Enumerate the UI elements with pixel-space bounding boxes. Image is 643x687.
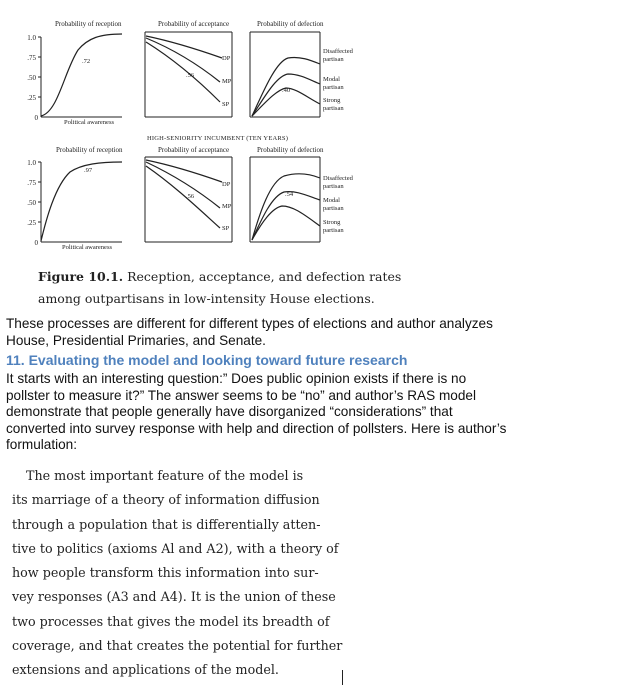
row1-reception-title: Probability of reception	[55, 20, 122, 28]
row2-legend-modal: Modal	[323, 197, 340, 204]
figure-10-1	[0, 0, 643, 262]
row1-acceptance-title: Probability of acceptance	[158, 20, 230, 28]
quote-line: its marriage of a theory of information diffusion	[12, 492, 320, 508]
row2-legend-disaffected-2: partisan	[323, 183, 344, 190]
caption-line-2: among outpartisans in low-intensity House elections.	[38, 291, 375, 306]
figure-plots	[0, 0, 643, 262]
row1-reception-plot	[38, 34, 122, 117]
quote-line: The most important feature of the model is	[26, 468, 304, 483]
quote-line: tive to politics (axioms Al and A2), with a theory of	[12, 540, 339, 556]
row1-reception-value: .72	[82, 58, 91, 65]
row1-legend-disaffected: Disaffected	[323, 48, 353, 55]
row1-dp-label: DP	[222, 55, 231, 62]
row1-ytick-0: 0	[34, 114, 38, 122]
row1-x-axis-label: Political awareness	[64, 119, 114, 126]
row2-legend-disaffected: Disaffected	[323, 175, 353, 182]
row2-sp-label: SP	[222, 225, 230, 232]
row2-legend-strong-2: partisan	[323, 227, 344, 234]
p2-line-5: formulation:	[6, 437, 78, 453]
row1-legend-modal: Modal	[323, 76, 340, 83]
row2-mp-label: MP	[222, 203, 232, 210]
row1-mp-label: MP	[222, 78, 232, 85]
quote-line: extensions and applications of the model.	[12, 662, 279, 678]
row1-ytick-075: .75	[27, 54, 36, 62]
row1-legend-modal-2: partisan	[323, 84, 344, 91]
row2-legend-modal-2: partisan	[323, 205, 344, 212]
block-quote	[12, 464, 342, 683]
row2-defection-plot	[250, 157, 320, 242]
figure-caption	[38, 266, 458, 310]
row1-legend-disaffected-2: partisan	[323, 56, 344, 63]
row1-legend-strong: Strong	[323, 97, 341, 104]
row2-defection-title: Probability of defection	[257, 146, 324, 154]
row2-acceptance-title: Probability of acceptance	[158, 146, 230, 154]
section-heading: 11. Evaluating the model and looking toward future research	[6, 352, 408, 368]
p1-line-2: House, Presidential Primaries, and Senate.	[6, 332, 266, 348]
quote-line: how people transform this information into sur-	[12, 565, 319, 581]
row1-defection-value: .40	[282, 87, 291, 94]
quote-line: through a population that is differentially atten-	[12, 516, 321, 532]
p2-line-1: It starts with an interesting question:” Does public opinion exists if there is no	[6, 371, 467, 386]
row1-ytick-1: 1.0	[27, 34, 36, 42]
row1-ytick-050: .50	[27, 74, 36, 82]
row2-x-axis-label: Political awareness	[62, 244, 112, 251]
row1-acceptance-value: .56	[186, 72, 195, 79]
paragraph-1	[6, 316, 636, 349]
row1-ytick-025: .25	[27, 94, 36, 102]
row1-defection-plot	[250, 32, 320, 117]
row2-dp-label: DP	[222, 181, 231, 188]
row2-ytick-0: 0	[34, 239, 38, 247]
row2-defection-value: .54	[285, 191, 294, 198]
row1-legend-strong-2: partisan	[323, 105, 344, 112]
row2-ytick-075: .75	[27, 179, 36, 187]
p1-line-1: These processes are different for different types of elections and author analyzes	[6, 316, 493, 331]
p2-line-2: pollster to measure it?” The answer seems to be “no” and author’s RAS model	[6, 387, 476, 403]
row2-title: HIGH-SENIORITY INCUMBENT (TEN YEARS)	[147, 135, 289, 142]
quote-line: coverage, and that creates the potential for further	[12, 638, 343, 654]
caption-text-1: Reception, acceptance, and defection rates	[123, 269, 402, 284]
row1-defection-title: Probability of defection	[257, 20, 324, 28]
paragraph-2	[6, 371, 636, 454]
quote-line: two processes that gives the model its breadth of	[12, 613, 330, 629]
row2-reception-plot	[38, 162, 122, 242]
row2-ytick-1: 1.0	[27, 159, 36, 167]
quote-line: vey responses (A3 and A4). It is the union of these	[12, 589, 336, 605]
row2-reception-title: Probability of reception	[56, 146, 123, 154]
p2-line-3: demonstrate that people generally have disorganized “considerations” that	[6, 404, 453, 420]
row2-acceptance-value: .56	[186, 193, 195, 200]
text-cursor	[342, 670, 343, 685]
caption-label: Figure 10.1.	[38, 269, 124, 284]
caption-line-1	[38, 266, 458, 288]
row1-sp-label: SP	[222, 101, 230, 108]
row2-reception-value: .97	[84, 167, 93, 174]
p2-line-4: converted into survey response with help and direction of pollsters. Here is author’s	[6, 420, 507, 436]
row2-ytick-025: .25	[27, 219, 36, 227]
row2-ytick-050: .50	[27, 199, 36, 207]
row2-legend-strong: Strong	[323, 219, 341, 226]
